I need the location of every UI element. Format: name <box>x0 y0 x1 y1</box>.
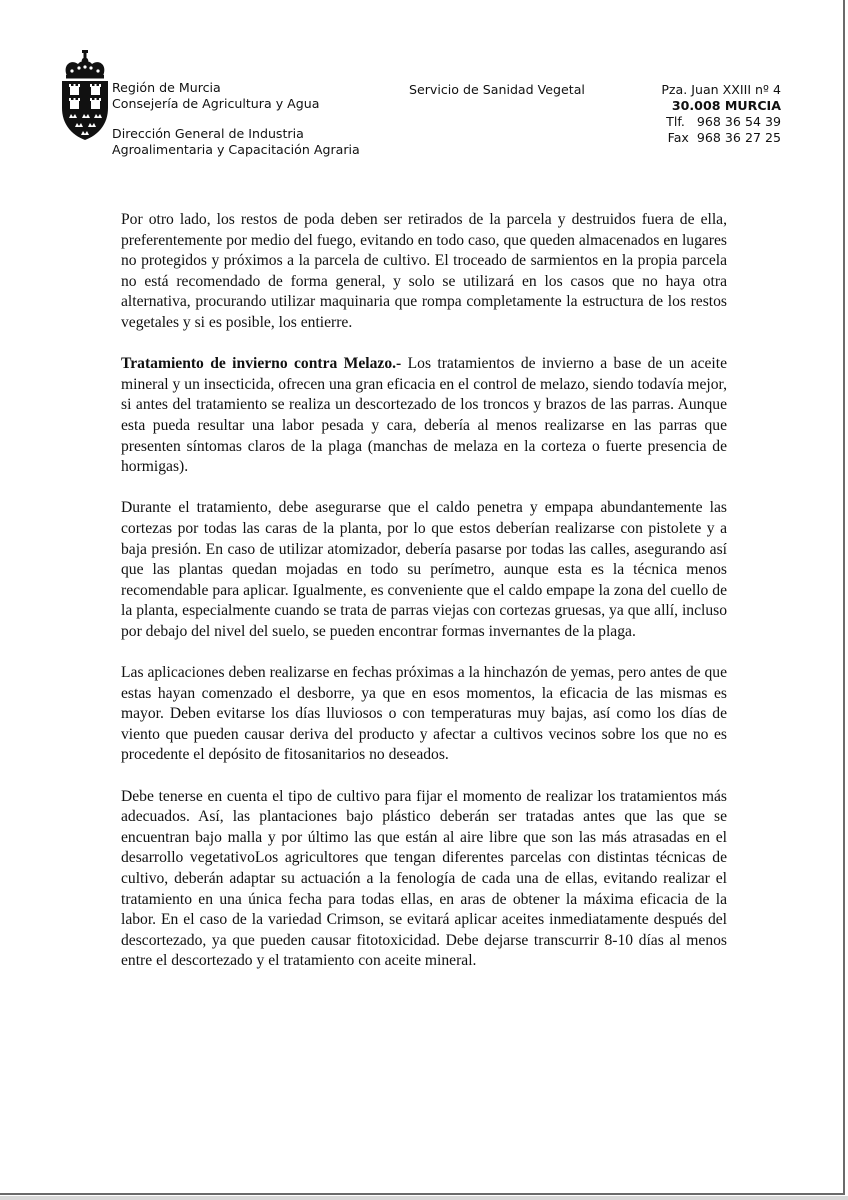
paragraph-crop-type: Debe tenerse en cuenta el tipo de cultivo para fijar el momento de realizar los tratamientos más adecuados. Así, las plantaciones bajo plástico deberán ser tratadas antes que las que se encuentran bajo malla y por último las que están al aire libre que son las más atrasadas en el desarrollo vegetativoLos agricultores que tengan diferentes parcelas con distintas técnicas de cultivo, deberán adaptar su actuación a la fenología de cada una de ellas, evitando realizar el tratamiento en una única fecha para todas ellas, en aras de obtener la máxima eficacia de la labor. En el caso de la variedad Crimson, se evitará aplicar aceites inmediatamente después del descortezado, ya que pueden causar fitotoxicidad. Debe dejarse transcurrir 8-10 días al menos entre el descortezado y el tratamiento con aceite mineral. <box>121 787 727 970</box>
directorate-line2: Agroalimentaria y Capacitación Agraria <box>112 142 360 157</box>
directorate-line1: Dirección General de Industria <box>112 126 304 141</box>
organization-block <box>112 80 372 112</box>
address-fax: Fax 968 36 27 25 <box>667 130 781 145</box>
page-shadow-edge <box>0 1196 848 1200</box>
address-phone: Tlf. 968 36 54 39 <box>666 114 781 129</box>
address-street: Pza. Juan XXIII nº 4 <box>661 82 781 97</box>
address-block <box>661 82 781 146</box>
paragraph-during-treatment: Durante el tratamiento, debe asegurarse que el caldo penetra y empapa abundantemente las cortezas por todas las caras de la planta, por lo que estos deberían realizarse con pistolete y a baja presión. En caso de utilizar atomizador, debería pasarse por todas las calles, asegurando así que las plantas quedan mojadas en todo su perímetro, aunque esta es la técnica menos recomendable para aplicar. Igualmente, es conveniente que el caldo empape la zona del cuello de la planta, especialmente cuando se trata de parras viejas con cortezas gruesas, ya que allí, incluso por debajo del nivel del suelo, se pueden encontrar formas invernantes de la plaga. <box>121 499 727 640</box>
section-heading-winter-treatment: Tratamiento de invierno contra Melazo.- <box>121 355 402 373</box>
paragraph-winter-treatment <box>121 354 727 478</box>
paragraph-application-dates: Las aplicaciones deben realizarse en fechas próximas a la hinchazón de yemas, pero antes de que estas hayan comenzado el desborre, ya que en esos momentos, la eficacia de las mismas es mayor. Deben evitarse los días lluviosos o con temperaturas muy bajas, así como los días de viento que pueden causar deriva del producto y afectar a cultivos vecinos sobre los que no es procedente el depósito de fitosanitarios no deseados. <box>121 664 727 764</box>
org-department: Consejería de Agricultura y Agua <box>112 96 320 111</box>
winter-treatment-text: Los tratamientos de invierno a base de un aceite mineral y un insecticida, ofrecen una gran eficacia en el control de melazo, siendo todavía mejor, si antes del tratamiento se realiza un descortezado de los troncos y brazos de las parras. Aunque esta pueda resultar una labor pesada y cara, debería al menos realizarse en las parras que presenten síntomas claros de la plaga (manchas de melaza en la corteza o fuerte presencia de hormigas). <box>121 355 727 476</box>
directorate-block <box>112 126 402 158</box>
document-body <box>121 210 727 993</box>
org-name: Región de Murcia <box>112 80 221 95</box>
region-coat-of-arms-logo <box>58 50 112 142</box>
paragraph-pruning-remains: Por otro lado, los restos de poda deben ser retirados de la parcela y destruidos fuera de ella, preferentemente por medio del fuego, evitando en todo caso, que queden almacenados en lugares no protegidos y próximos a la parcela de cultivo. El troceado de sarmientos en la propia parcela no está recomendado de forma general, y solo se utilizará en los casos que no haya otra alternativa, procurando utilizar maquinaria que rompa completamente la estructura de los restos vegetales y si es posible, los entierre. <box>121 211 727 331</box>
service-name: Servicio de Sanidad Vegetal <box>409 82 585 97</box>
address-city: 30.008 MURCIA <box>671 98 781 113</box>
